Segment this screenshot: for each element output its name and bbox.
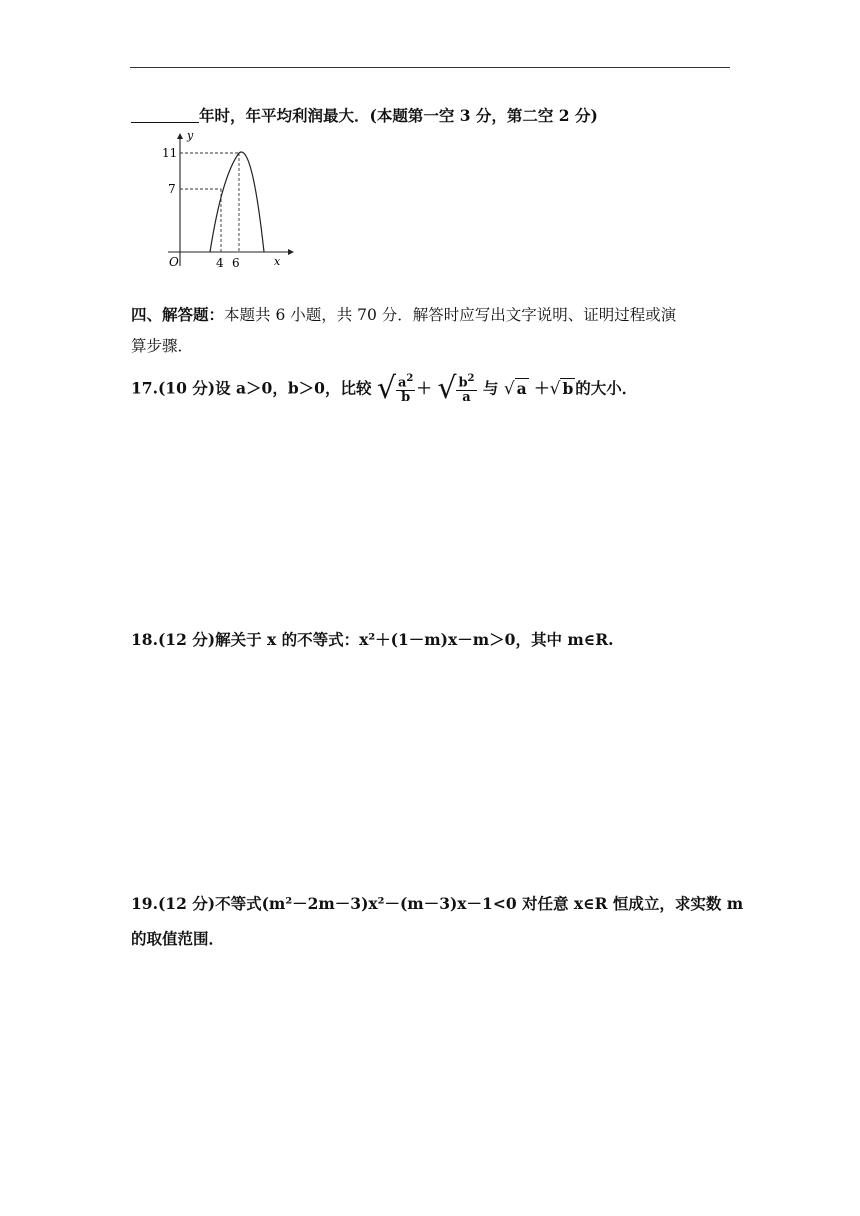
y-axis-arrow [177,133,183,139]
section-4-line-2: 算步骤． [131,337,194,355]
section-4-text: 本题共 6 小题，共 70 分．解答时应写出文字说明、证明过程或演 [224,306,677,324]
origin-label: O [169,255,179,269]
sqrt-sign: √ [376,370,396,406]
question-19-line-2: 的取值范围． [131,929,225,948]
question-18: 18.(12 分)解关于 x 的不等式：x²＋(1－m)x－m＞0，其中 m∈R. [131,630,614,649]
plus-sign: ＋ [416,378,432,398]
header-rule [130,67,730,68]
x-tick-4: 4 [216,256,224,270]
x-axis-arrow [288,249,294,255]
question-17 [131,372,637,405]
fraction-a2-over-b: $\frac{a^2}{b}$ [397,373,414,406]
parabola-curve [210,152,264,252]
x-tick-6: 6 [232,256,240,270]
answer-blank[interactable] [131,108,199,123]
sqrt-b: √ b [549,379,574,400]
q17-prefix: 17.(10 分)设 a＞0，b＞0，比较 [131,378,372,398]
sqrt-sign: √ [437,370,457,406]
q16-text: 年时，年平均利润最大．(本题第一空 3 分，第二空 2 分) [199,106,598,125]
x-axis-label: x [274,255,281,268]
question-19-line-1: 19.(12 分)不等式(m²－2m－3)x²－(m－3)x－1<0 对任意 x∈R 恒成立，求实数 m [131,894,744,913]
question-16-tail [131,106,598,126]
fraction-b2-over-a: $\frac{b^2}{a}$ [458,373,475,406]
section-4-heading: 四、解答题： [131,305,225,324]
sqrt-a: √ a [503,379,527,400]
profit-parabola-graph [160,132,300,272]
y-axis-label: y [187,132,194,142]
y-tick-7: 7 [168,182,176,196]
q17-mid: 与 [477,378,499,398]
q17-suffix: 的大小． [575,378,638,398]
section-4-line-1 [131,305,676,325]
plus-sign-2: ＋ [528,378,550,398]
y-tick-11: 11 [162,146,178,160]
